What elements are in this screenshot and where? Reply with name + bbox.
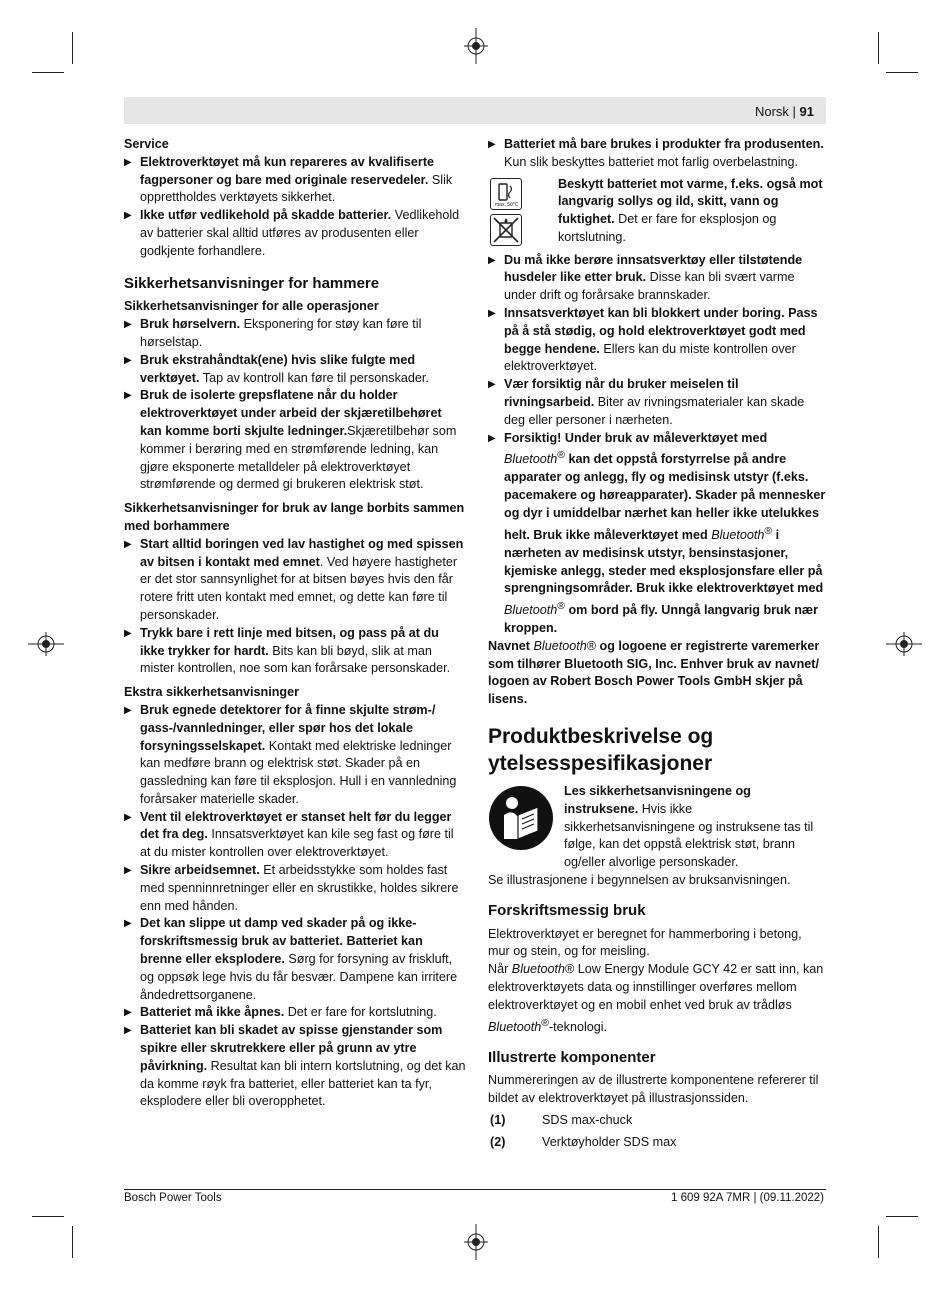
component-row: (1) SDS max-chuck: [490, 1113, 633, 1128]
list-item: ▶ Batteriet må ikke åpnes. Det er fare for kortslutning.: [124, 1004, 466, 1022]
footer-left: Bosch Power Tools: [124, 1192, 222, 1204]
trademark-notice: Navnet Bluetooth® og logoene er registrerte varemerker som tilhører Bluetooth SIG, Inc. Enhver bruk av navnet/ logoen av Robert Bosch Power Tools GmbH skjer på lisens.: [488, 638, 820, 707]
triangle-bullet-icon: ▶: [124, 918, 132, 930]
intended-use-heading: Forskriftsmessig bruk: [488, 901, 646, 919]
triangle-bullet-icon: ▶: [124, 210, 132, 222]
battery-heat-icon: [490, 178, 522, 210]
read-manual-block: Les sikkerhetsanvisningene og instruksene. Hvis ikke sikkerhetsanvisningene og instruksene tas til følge, kan det oppstå elektrisk støt, brann og/eller alvorlige personskader.: [488, 783, 826, 872]
intended-use-text: Elektroverktøyet er beregnet for hammerboring i betong, mur og stein, og for meisling.: [488, 926, 802, 959]
triangle-bullet-icon: ▶: [124, 1025, 132, 1037]
page-number: 91: [799, 104, 814, 119]
header-bar: [124, 97, 826, 124]
extra-heading: Ekstra sikkerhetsanvisninger: [124, 685, 300, 700]
components-heading: Illustrerte komponenter: [488, 1048, 656, 1066]
list-item: ▶ Elektroverktøyet må kun repareres av kvalifiserte fagpersoner og bare med originale reservedeler. Slik opprettholdes verktøyets sikkerhet.: [124, 154, 453, 205]
triangle-bullet-icon: ▶: [124, 390, 132, 402]
registration-mark-icon: [460, 28, 492, 64]
triangle-bullet-icon: ▶: [488, 379, 496, 391]
battery-water-icon: [490, 214, 522, 246]
component-row: (2) Verktøyholder SDS max: [490, 1134, 677, 1149]
list-item: ▶ Batteriet må bare brukes i produkter fra produsenten. Kun slik beskyttes batteriet mot farlig overbelastning.: [488, 137, 824, 169]
service-heading: Service: [124, 137, 169, 151]
footer-divider: [124, 1189, 826, 1190]
triangle-bullet-icon: ▶: [124, 156, 132, 168]
list-item: ▶ Bruk de isolerte grepsflatene når du holder elektroverktøyet under arbeid der skjæretilbehøret kan komme borti skjulte ledninger.Skjæretilbehør som kommer i berøring med en strømførende ledning, kan gjøre eksponerte metalldeler på elektroverktøyet strømførende og dermed gi brukeren elektrisk støt.: [124, 388, 457, 492]
triangle-bullet-icon: ▶: [124, 627, 132, 639]
footer-right: 1 609 92A 7MR | (09.11.2022): [670, 1192, 824, 1204]
triangle-bullet-icon: ▶: [124, 704, 132, 716]
components-intro: Nummereringen av de illustrerte komponentene refererer til bildet av elektroverktøyet på illustrasjonssiden.: [488, 1073, 819, 1106]
hammer-heading: Sikkerhetsanvisninger for hammere: [124, 274, 380, 292]
triangle-bullet-icon: ▶: [124, 319, 132, 331]
read-manual-icon: [488, 785, 554, 851]
list-item: ▶ Batteriet kan bli skadet av spisse gjenstander som spikre eller skrutrekkere eller på grunn av ytre påvirkning. Resultat kan bli intern kortslutning, og det kan da komme røyk fra batteriet, eller batteriet kan ta fyr, eksplodere eller bli overopphetet.: [124, 1023, 466, 1109]
list-item: ▶ Innsatsverktøyet kan bli blokkert under boring. Pass på å stå stødig, og hold elektroverktøyet godt med begge hendene. Ellers kan du miste kontrollen over elektroverktøyet.: [488, 305, 818, 374]
list-item: ▶ Vent til elektroverktøyet er stanset helt før du legger det fra deg. Innsatsverktøyet kan kile seg fast og føre til at du mister kontrollen over elektroverktøyet.: [124, 809, 454, 860]
page-header: Norsk | 91: [754, 104, 814, 119]
list-item: ▶ Ikke utfør vedlikehold på skadde batterier. Vedlikehold av batterier skal alltid utføres av produsenten eller godkjente forhandlere.: [124, 208, 460, 258]
heat-warning-block: max. 50°C Beskytt batteriet mot varme, f.eks. også mot langvarig sollys og ild, skitt, vann og fuktighet. Det er fare for eksplosjon og kortslutning.: [488, 176, 826, 248]
list-item: ▶ Start alltid boringen ved lav hastighet og med spissen av bitsen i kontakt med emnet. Ved høyere hastigheter er det stor sannsynlighet for at bitsen bøyes hvis den får rotere fritt uten kontakt med emnet, og dette kan føre til personskader.: [124, 536, 464, 622]
right-column: [488, 136, 826, 1152]
registration-mark-icon: [460, 1224, 492, 1260]
left-column: [124, 136, 466, 1111]
triangle-bullet-icon: ▶: [124, 811, 132, 823]
triangle-bullet-icon: ▶: [488, 307, 496, 319]
triangle-bullet-icon: ▶: [488, 432, 496, 444]
triangle-bullet-icon: ▶: [124, 865, 132, 877]
intended-bluetooth-text: Når Bluetooth® Low Energy Module GCY 42 er satt inn, kan elektroverktøyets data og innstillinger overføres mellom elektroverktøyet og en mobil enhet ved bruk av trådløs Bluetooth®-teknologi.: [488, 962, 824, 1034]
triangle-bullet-icon: ▶: [124, 1007, 132, 1019]
all-operations-heading: Sikkerhetsanvisninger for alle operasjoner: [124, 299, 379, 314]
registration-mark-icon: [886, 628, 922, 660]
triangle-bullet-icon: ▶: [124, 354, 132, 366]
see-illustrations-text: Se illustrasjonene i begynnelsen av bruksanvisningen.: [488, 873, 791, 888]
language-label: Norsk: [754, 104, 789, 119]
list-item: ▶ Vær forsiktig når du bruker meiselen til rivningsarbeid. Biter av rivningsmaterialer kan skade deg eller personer i nærheten.: [488, 377, 805, 427]
svg-text:max. 50°C: max. 50°C: [495, 201, 519, 208]
bluetooth-warning-item: ▶ Forsiktig! Under bruk av måleverktøyet med Bluetooth® kan det oppstå forstyrrelse på andre apparater og anlegg, fly og medisinsk utstyr (f.eks. pacemakere og høreapparater). Skader på mennesker og dyr i umiddelbar nærhet kan heller ikke utelukkes helt. Bruk ikke måleverktøyet med Bluetooth® i nærheten av medisinsk utstyr, bensinstasjoner, kjemiske anlegg, steder med eksplosjonsfare eller på sprengningsområder. Bruk ikke elektroverktøyet med Bluetooth® om bord på fly. Unngå langvarig bruk nær kroppen.: [488, 430, 826, 636]
long-bits-heading: Sikkerhetsanvisninger for bruk av lange borbits sammen med borhammere: [124, 501, 465, 533]
triangle-bullet-icon: ▶: [124, 538, 132, 550]
registration-mark-icon: [28, 628, 64, 660]
triangle-bullet-icon: ▶: [488, 254, 496, 266]
triangle-bullet-icon: ▶: [488, 139, 496, 150]
product-heading: Produktbeskrivelse og ytelsesspesifikasjoner: [488, 725, 714, 776]
list-item: ▶ Det kan slippe ut damp ved skader på og ikke-forskriftsmessig bruk av batteriet. Batteriet kan brenne eller eksplodere. Sørg for forsyning av friskluft, og oppsøk lege hvis du får besvær. Dampene kan irritere åndedrettsorganene.: [124, 916, 458, 1002]
list-item: ▶ Sikre arbeidsemnet. Et arbeidsstykke som holdes fast med spenninnretninger eller en skrustikke, holdes sikrere enn med hånden.: [124, 863, 459, 913]
list-item: ▶ Du må ikke berøre innsatsverktøy eller tilstøtende husdeler like etter bruk. Disse kan bli svært varme under drift og forårsake brannskader.: [488, 252, 803, 303]
list-item: ▶ Bruk egnede detektorer for å finne skjulte strøm-/ gass-/vannledninger, eller spør hos det lokale forsyningsselskapet. Kontakt med elektriske ledninger kan medføre brann og elektrisk støt. Skader på en gassledning kan føre til eksplosjon. Hull i en vannledning forårsaker materielle skader.: [124, 702, 457, 806]
list-item: ▶ Trykk bare i rett linje med bitsen, og pass på at du ikke trykker for hardt. Bits kan bli bøyd, slik at man mister kontrollen, noe som kan forårsake personskader.: [124, 625, 451, 676]
list-item: ▶ Bruk hørselvern. Eksponering for støy kan føre til hørselstap.: [124, 317, 422, 349]
list-item: ▶ Bruk ekstrahåndtak(ene) hvis slike fulgte med verktøyet. Tap av kontroll kan føre til personskader.: [124, 352, 429, 385]
